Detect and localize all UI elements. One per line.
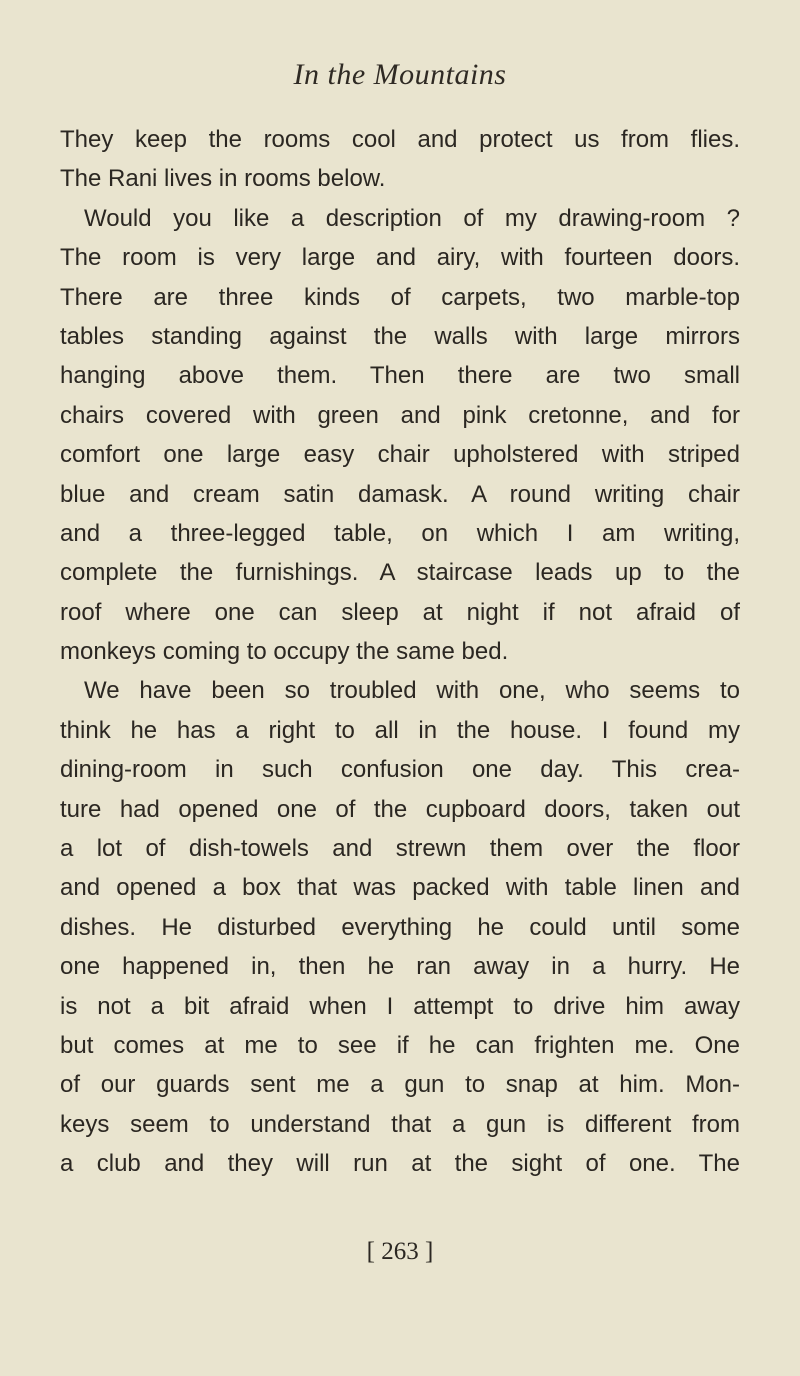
text-line: comfort one large easy chair upholstered with striped xyxy=(60,441,740,469)
text-line: The room is very large and airy, with fourteen doors. xyxy=(60,244,740,272)
text-line: dining-room in such confusion one day. This crea- xyxy=(60,756,740,784)
page-number: [ 263 ] xyxy=(366,1238,434,1265)
text-line: but comes at me to see if he can frighten me. One xyxy=(60,1031,740,1059)
text-line: complete the furnishings. A staircase leads up to the xyxy=(60,559,740,587)
text-line: one happened in, then he ran away in a hurry. He xyxy=(60,953,740,981)
text-line: is not a bit afraid when I attempt to drive him away xyxy=(60,992,740,1020)
text-line: There are three kinds of carpets, two marble-top xyxy=(60,283,740,311)
text-line: a club and they will run at the sight of one. The xyxy=(60,1150,740,1178)
text-line: We have been so troubled with one, who seems to xyxy=(60,677,740,705)
text-line: chairs covered with green and pink cretonne, and for xyxy=(60,401,740,429)
text-line: and opened a box that was packed with table linen and xyxy=(60,874,740,902)
text-line: roof where one can sleep at night if not afraid of xyxy=(60,598,740,626)
text-line: ture had opened one of the cupboard doors, taken out xyxy=(60,795,740,823)
text-line: The Rani lives in rooms below. xyxy=(60,165,386,193)
text-line: of our guards sent me a gun to snap at him. Mon- xyxy=(60,1071,740,1099)
body-text xyxy=(60,120,740,1184)
running-head: In the Mountains xyxy=(293,58,507,91)
text-line: blue and cream satin damask. A round writing chair xyxy=(60,480,740,508)
text-line: dishes. He disturbed everything he could until some xyxy=(60,913,740,941)
text-line: They keep the rooms cool and protect us from flies. xyxy=(60,126,740,153)
text-line: hanging above them. Then there are two small xyxy=(60,362,740,390)
text-line: and a three-legged table, on which I am writing, xyxy=(60,519,740,547)
text-line: tables standing against the walls with large mirrors xyxy=(60,322,740,350)
text-line: think he has a right to all in the house. I found my xyxy=(60,716,740,744)
text-line: a lot of dish-towels and strewn them over the floor xyxy=(60,835,740,863)
text-line: monkeys coming to occupy the same bed. xyxy=(60,638,509,666)
text-line: Would you like a description of my drawing-room ? xyxy=(60,204,740,232)
text-line: keys seem to understand that a gun is different from xyxy=(60,1110,740,1138)
